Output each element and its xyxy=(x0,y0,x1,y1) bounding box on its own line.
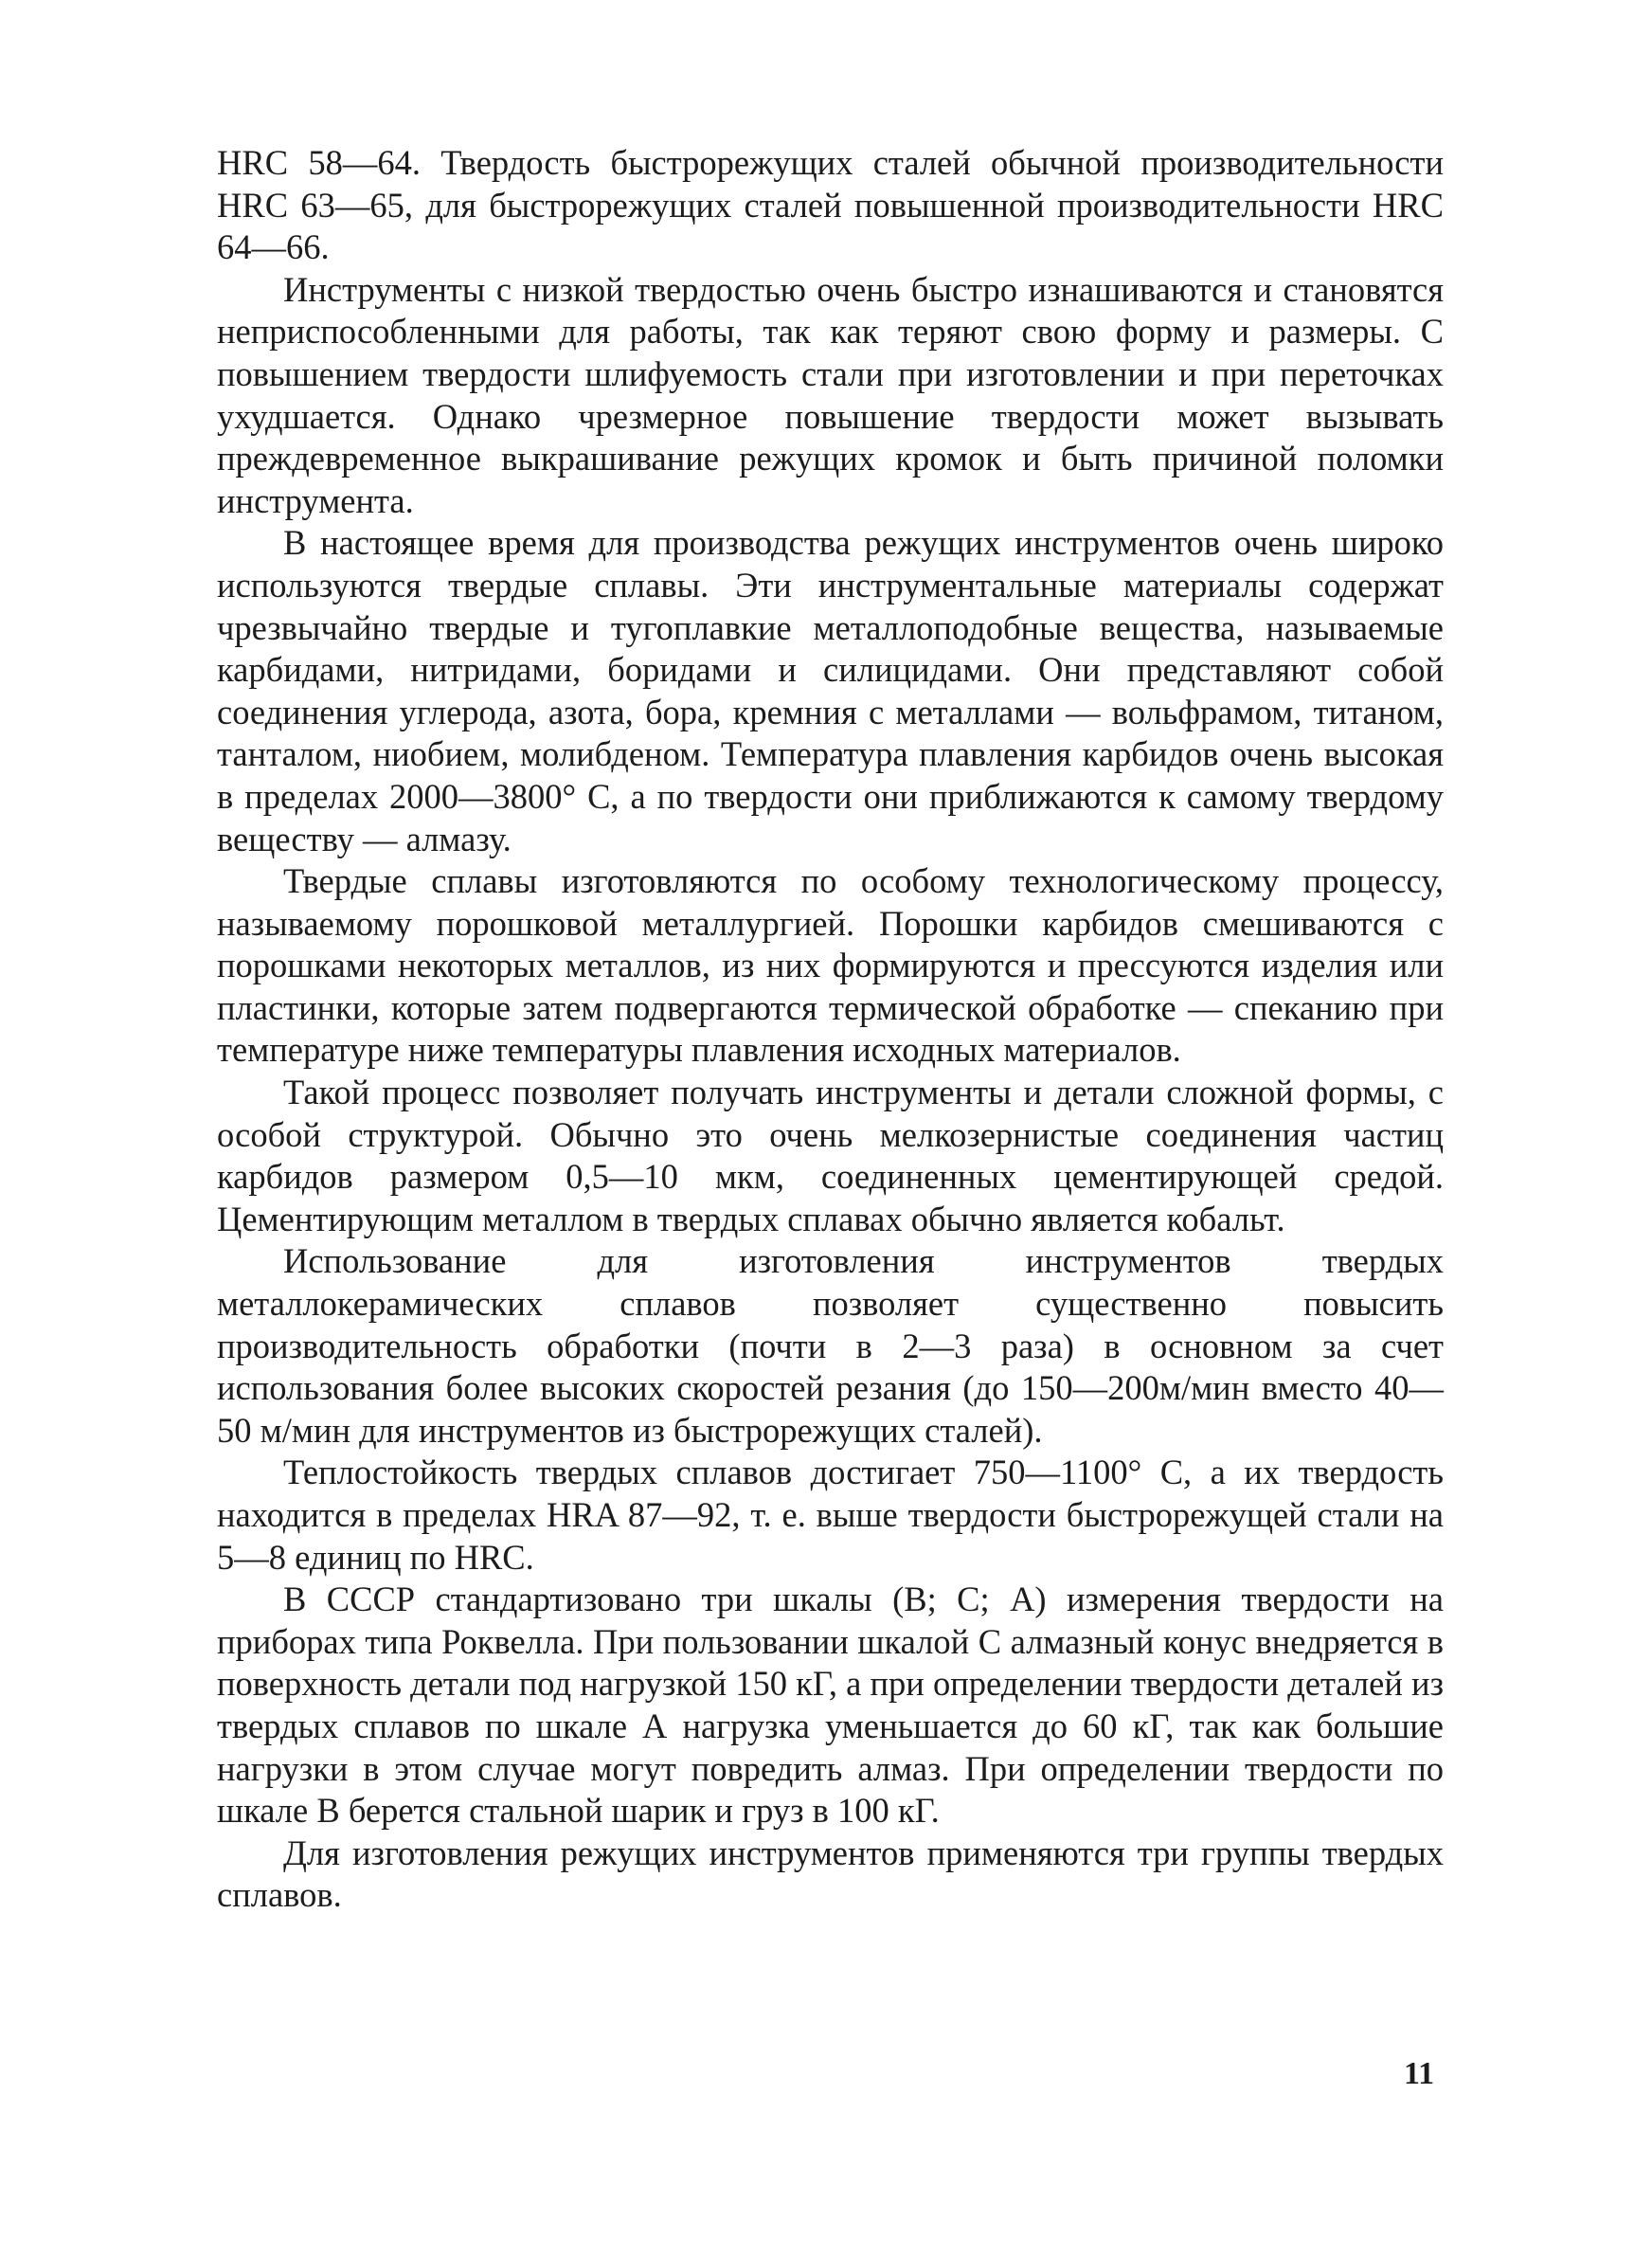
paragraph-hard-alloys: В настоящее время для производства режущих инструментов очень широко используются твердые сплавы. Эти инструментальные материалы содержат чрезвычайно твердые и тугоплавкие металлоподобные вещества, называемые карбидами, нитридами, боридами и силицидами. Они представляют собой соединения углерода, азота, бора, кремния с металлами — вольфрамом, титаном, танталом, ниобием, молибденом. Температура плавления карбидов очень высокая в пределах 2000—3800° С, а по твердости они приближаются к самому твердому веществу — алмазу. xyxy=(217,523,1444,858)
paragraph-hardness-intro: HRC 58—64. Твердость быстрорежущих сталей обычной производительности HRC 63—65, для быстрорежущих сталей повышенной производительности HRC 64—66. xyxy=(217,143,1444,267)
paragraph-rockwell-scales: В СССР стандартизовано три шкалы (В; С; А) измерения твердости на приборах типа Роквелла. При пользовании шкалой С алмазный конус внедряется в поверхность детали под нагрузкой 150 кГ, а при определении твердости деталей из твердых сплавов по шкале А нагрузка уменьшается до 60 кГ, так как большие нагрузки в этом случае могут повредить алмаз. При определении твердости по шкале В берется стальной шарик и груз в 100 кГ. xyxy=(217,1580,1444,1831)
page-number: 11 xyxy=(1404,2056,1435,2091)
paragraph-powder-metallurgy: Твердые сплавы изготовляются по особому технологическому процессу, называемому порошковой металлургией. Порошки карбидов смешиваются с порошками некоторых металлов, из них формируются и прессуются изделия или пластинки, которые затем подвергаются термической обработке — спеканию при температуре ниже температуры плавления исходных материалов. xyxy=(217,861,1444,1070)
paragraph-heat-resistance: Теплостойкость твердых сплавов достигает 750—1100° С, а их твердость находится в пределах HRA 87—92, т. е. выше твердости быстрорежущей стали на 5—8 единиц по HRC. xyxy=(217,1453,1444,1577)
paragraph-process-structure: Такой процесс позволяет получать инструменты и детали сложной формы, с особой структурой. Обычно это очень мелкозернистые соединения частиц карбидов размером 0,5—10 мкм, соединенных цементирующей средой. Цементирующим металлом в твердых сплавах обычно является кобальт. xyxy=(217,1073,1444,1238)
paragraph-alloy-groups: Для изготовления режущих инструментов применяются три группы твердых сплавов. xyxy=(217,1833,1444,1915)
page-body xyxy=(217,142,1444,1917)
paragraph-productivity: Использование для изготовления инструментов твердых металлокерамических сплавов позволяет существенно повысить производительность обработки (почти в 2—3 раза) в основном за счет использования более высоких скоростей резания (до 150—200м/мин вместо 40—50 м/мин для инструментов из быстрорежущих сталей). xyxy=(217,1241,1444,1450)
paragraph-low-hardness: Инструменты с низкой твердостью очень быстро изнашиваются и становятся неприспособленными для работы, так как теряют свою форму и размеры. С повышением твердости шлифуемость стали при изготовлении и при переточках ухудшается. Однако чрезмерное повышение твердости может вызывать преждевременное выкрашивание режущих кромок и быть причиной поломки инструмента. xyxy=(217,269,1444,520)
